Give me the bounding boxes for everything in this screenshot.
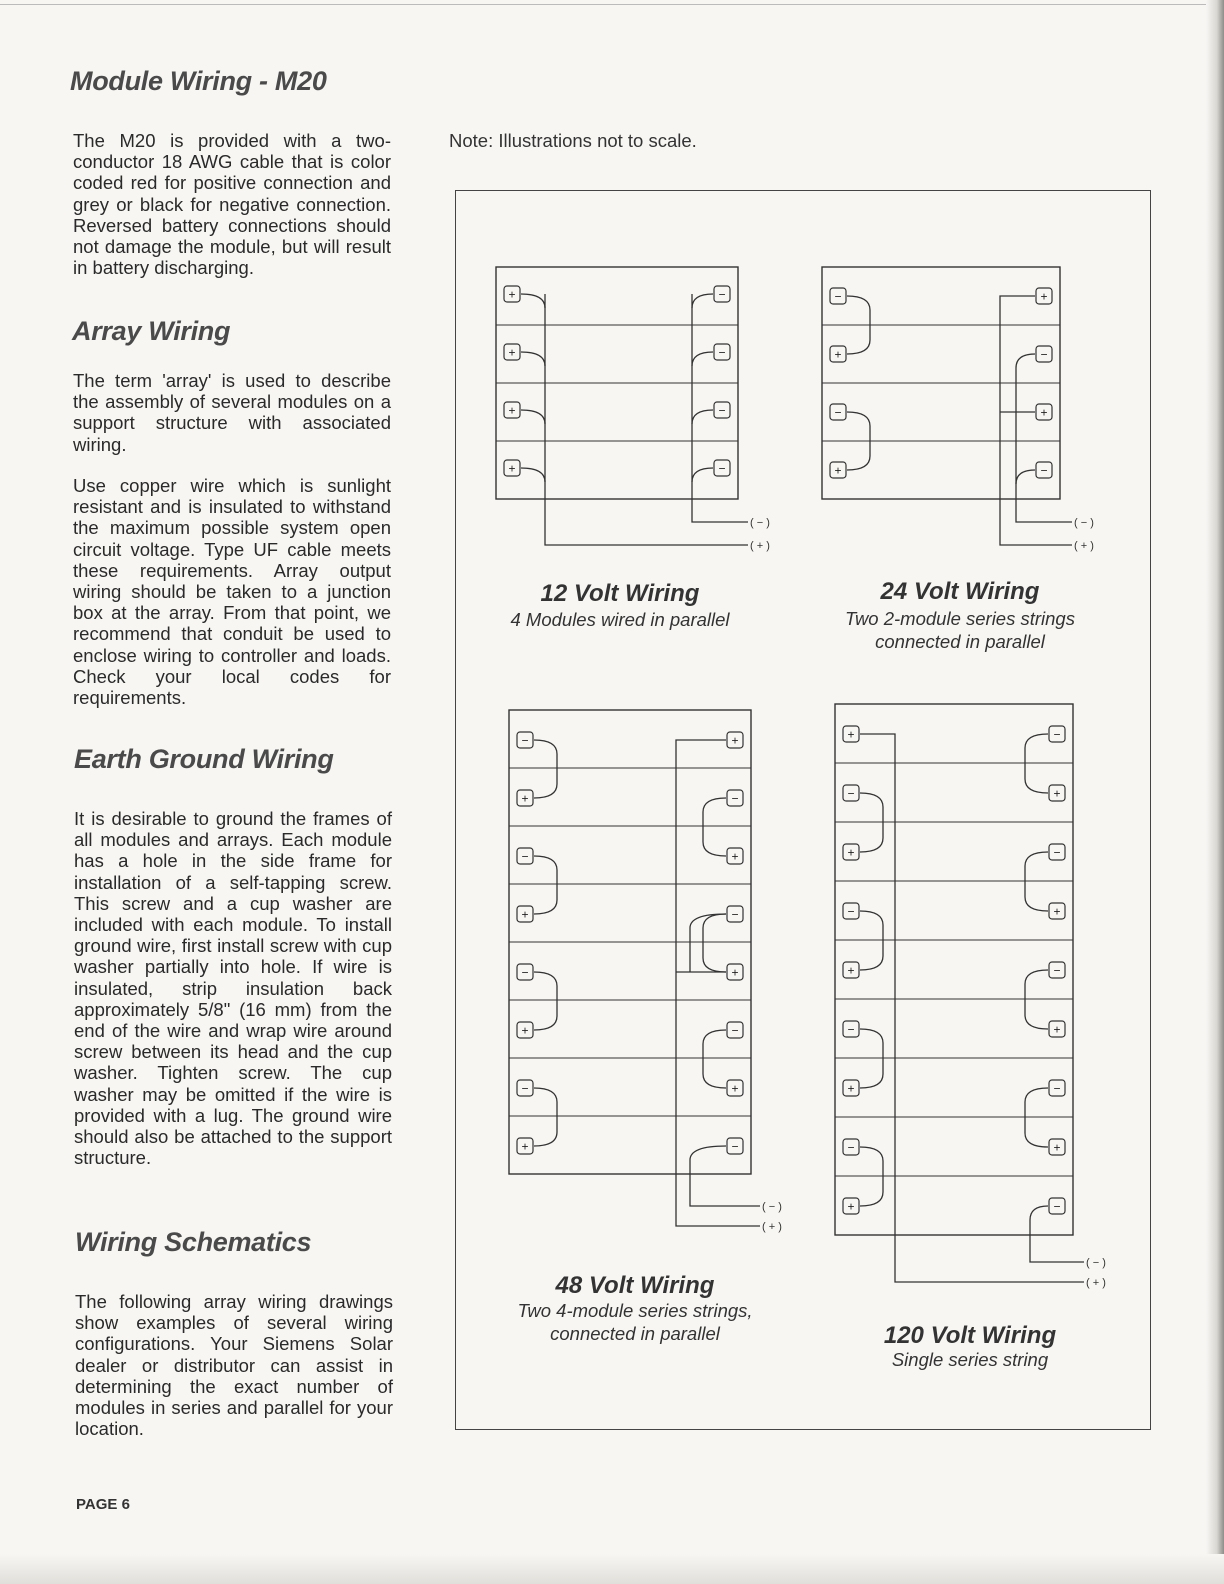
negative-bus-wire: [1016, 354, 1072, 522]
svg-text:−: −: [731, 907, 739, 922]
minus-terminal-icon: [843, 1139, 859, 1155]
svg-text:−: −: [718, 403, 726, 418]
plus-terminal-icon: [727, 964, 743, 980]
svg-text:+: +: [1040, 289, 1048, 304]
svg-text:−: −: [847, 904, 855, 919]
plus-terminal-icon: [1036, 404, 1052, 420]
minus-terminal-icon: [517, 732, 533, 748]
plus-terminal-icon: [843, 962, 859, 978]
minus-terminal-icon: [727, 1138, 743, 1154]
plus-terminal-icon: [727, 848, 743, 864]
svg-text:+: +: [834, 347, 842, 362]
minus-terminal-icon: [517, 1080, 533, 1096]
diagram-12-volt: [496, 267, 770, 552]
series-link-wire: [534, 740, 557, 798]
svg-text:+: +: [521, 907, 529, 922]
svg-text:+: +: [521, 1139, 529, 1154]
svg-text:+: +: [847, 727, 855, 742]
minus-terminal-icon: [1036, 346, 1052, 362]
minus-lead-wire: [692, 468, 713, 482]
svg-text:−: −: [521, 965, 529, 980]
plus-lead-wire: [521, 410, 545, 424]
intro-paragraph: The M20 is provided with a two-conductor 18 AWG cable that is color coded red for positive connection and grey or black for negative connection. Reversed battery connections should not damage the module, but will result in battery discharging.: [73, 130, 391, 279]
plus-lead-wire: [521, 468, 545, 482]
series-link-wire: [703, 798, 726, 856]
plus-terminal-icon: [727, 732, 743, 748]
plus-terminal-icon: [504, 460, 520, 476]
positive-output-label: ( + ): [1086, 1277, 1106, 1289]
svg-text:−: −: [1053, 845, 1061, 860]
plus-terminal-icon: [830, 346, 846, 362]
svg-text:−: −: [1040, 347, 1048, 362]
svg-text:−: −: [834, 289, 842, 304]
positive-bus-wire: [1000, 296, 1072, 545]
minus-terminal-icon: [727, 906, 743, 922]
plus-terminal-icon: [1049, 1021, 1065, 1037]
wiring-schematics-heading: Wiring Schematics: [75, 1227, 312, 1257]
array-wiring-paragraph-2: Use copper wire which is sunlight resistant and is insulated to withstand the maximum possible system open circuit voltage. Type UF cable meets these requirements. Array output wiring should be taken to a junction box at the array. From that point, we recommend that conduit be used to enclose wiring to controller and loads. Check your local codes for requirements.: [73, 475, 391, 709]
svg-text:−: −: [847, 786, 855, 801]
positive-output-label: ( + ): [750, 540, 770, 552]
diagram-120-volt-title: 120 Volt Wiring: [883, 1322, 1057, 1349]
plus-terminal-icon: [504, 344, 520, 360]
svg-text:−: −: [1053, 1199, 1061, 1214]
series-link-wire: [534, 856, 557, 914]
diagram-12-volt-title: 12 Volt Wiring: [540, 580, 700, 607]
svg-text:−: −: [847, 1022, 855, 1037]
minus-terminal-icon: [714, 344, 730, 360]
plus-terminal-icon: [517, 906, 533, 922]
minus-terminal-icon: [1049, 726, 1065, 742]
svg-text:+: +: [1053, 904, 1061, 919]
minus-terminal-icon: [1036, 462, 1052, 478]
minus-terminal-icon: [1049, 1080, 1065, 1096]
plus-terminal-icon: [1049, 903, 1065, 919]
negative-output-label: ( − ): [750, 517, 770, 529]
negative-bus-wire: [690, 1146, 760, 1206]
diagram-48-volt: [509, 710, 782, 1233]
page-number: PAGE 6: [76, 1496, 130, 1513]
svg-text:+: +: [834, 463, 842, 478]
diagram-120-volt: [835, 704, 1106, 1289]
plus-terminal-icon: [517, 790, 533, 806]
plus-terminal-icon: [843, 844, 859, 860]
plus-terminal-icon: [504, 402, 520, 418]
plus-terminal-icon: [843, 726, 859, 742]
svg-text:−: −: [1053, 727, 1061, 742]
svg-text:+: +: [731, 965, 739, 980]
plus-terminal-icon: [727, 1080, 743, 1096]
diagram-12-volt-subtitle: 4 Modules wired in parallel: [510, 609, 730, 630]
series-link-wire: [703, 914, 726, 972]
diagram-24-volt-subtitle: Two 2-module series strings connected in parallel: [845, 608, 1075, 652]
plus-terminal-icon: [517, 1138, 533, 1154]
svg-text:+: +: [847, 845, 855, 860]
svg-text:−: −: [1053, 1081, 1061, 1096]
svg-text:+: +: [1040, 405, 1048, 420]
minus-terminal-icon: [1049, 1198, 1065, 1214]
earth-ground-heading: Earth Ground Wiring: [74, 744, 334, 774]
svg-text:+: +: [731, 1081, 739, 1096]
positive-output-label: ( + ): [762, 1221, 782, 1233]
series-link-wire: [703, 1030, 726, 1088]
svg-text:−: −: [731, 1139, 739, 1154]
positive-bus-wire: [545, 294, 748, 545]
diagram-48-volt-subtitle: Two 4-module series strings, connected in parallel: [517, 1300, 753, 1344]
array-wiring-paragraph-1: The term 'array' is used to describe the assembly of several modules on a support structure with associated wiring.: [73, 370, 391, 455]
wiring-schematics-paragraph: The following array wiring drawings show examples of several wiring configurations. Your Siemens Solar dealer or distributor can assist in determining the exact number of modules in series and parallel for your location.: [75, 1291, 393, 1440]
earth-ground-paragraph: It is desirable to ground the frames of all modules and arrays. Each module has a hole in the side frame for installation of a self-tapping screw. This screw and a cup washer are included with each module. To install ground wire, first install screw with cup washer partially into hole. If wire is insulated, strip insulation back approximately 5/8" (16 mm) from the end of the wire and wrap wire around screw between its head and the cup washer. Tighten screw. The cup washer may be omitted if the wire is provided with a lug. The ground wire should also be attached to the support structure.: [74, 808, 392, 1169]
plus-terminal-icon: [1049, 785, 1065, 801]
svg-text:−: −: [521, 849, 529, 864]
plus-lead-wire: [521, 352, 545, 366]
series-link-wire: [534, 1088, 557, 1146]
svg-text:+: +: [521, 1023, 529, 1038]
svg-text:+: +: [521, 791, 529, 806]
minus-terminal-icon: [1049, 844, 1065, 860]
minus-terminal-icon: [843, 903, 859, 919]
svg-text:−: −: [731, 791, 739, 806]
minus-terminal-icon: [843, 785, 859, 801]
svg-text:−: −: [718, 461, 726, 476]
minus-terminal-icon: [714, 402, 730, 418]
negative-tap-wire: [1016, 470, 1035, 484]
plus-terminal-icon: [504, 286, 520, 302]
positive-bus-wire: [676, 740, 760, 1226]
minus-terminal-icon: [830, 288, 846, 304]
svg-text:+: +: [847, 963, 855, 978]
minus-terminal-icon: [727, 790, 743, 806]
negative-tap-wire: [690, 914, 726, 972]
svg-text:−: −: [847, 1140, 855, 1155]
svg-text:+: +: [847, 1199, 855, 1214]
minus-lead-wire: [692, 410, 713, 424]
svg-text:+: +: [508, 287, 516, 302]
svg-text:−: −: [1040, 463, 1048, 478]
negative-output-label: ( − ): [1086, 1257, 1106, 1269]
svg-text:+: +: [847, 1081, 855, 1096]
negative-output-label: ( − ): [762, 1201, 782, 1213]
svg-text:−: −: [521, 1081, 529, 1096]
svg-text:+: +: [508, 345, 516, 360]
minus-terminal-icon: [517, 964, 533, 980]
diagram-24-volt: [822, 267, 1094, 552]
svg-text:+: +: [1053, 1140, 1061, 1155]
minus-terminal-icon: [727, 1022, 743, 1038]
array-wiring-heading: Array Wiring: [72, 316, 231, 346]
minus-terminal-icon: [714, 460, 730, 476]
svg-text:−: −: [1053, 963, 1061, 978]
minus-terminal-icon: [1049, 962, 1065, 978]
page-bottom-shadow: [0, 1554, 1224, 1584]
page-title: Module Wiring - M20: [70, 66, 327, 96]
plus-terminal-icon: [1049, 1139, 1065, 1155]
diagram-24-volt-title: 24 Volt Wiring: [880, 578, 1040, 605]
diagram-120-volt-subtitle: Single series string: [891, 1349, 1049, 1370]
svg-text:+: +: [508, 461, 516, 476]
plus-lead-wire: [521, 294, 545, 308]
svg-text:−: −: [521, 733, 529, 748]
plus-terminal-icon: [517, 1022, 533, 1038]
svg-text:−: −: [718, 345, 726, 360]
svg-text:+: +: [731, 849, 739, 864]
minus-lead-wire: [692, 352, 713, 366]
series-link-wire: [534, 972, 557, 1030]
svg-text:−: −: [834, 405, 842, 420]
svg-text:−: −: [731, 1023, 739, 1038]
minus-terminal-icon: [714, 286, 730, 302]
svg-text:+: +: [731, 733, 739, 748]
svg-text:+: +: [1053, 786, 1061, 801]
plus-terminal-icon: [830, 462, 846, 478]
plus-terminal-icon: [843, 1198, 859, 1214]
positive-output-label: ( + ): [1074, 540, 1094, 552]
minus-lead-wire: [692, 294, 713, 308]
minus-terminal-icon: [843, 1021, 859, 1037]
negative-output-label: ( − ): [1074, 517, 1094, 529]
svg-text:−: −: [718, 287, 726, 302]
plus-terminal-icon: [843, 1080, 859, 1096]
page-edge-shadow: [1206, 0, 1224, 1584]
svg-text:+: +: [508, 403, 516, 418]
diagram-48-volt-title: 48 Volt Wiring: [555, 1272, 715, 1299]
minus-terminal-icon: [830, 404, 846, 420]
minus-terminal-icon: [517, 848, 533, 864]
illustration-note: Note: Illustrations not to scale.: [449, 130, 697, 151]
svg-text:+: +: [1053, 1022, 1061, 1037]
plus-terminal-icon: [1036, 288, 1052, 304]
